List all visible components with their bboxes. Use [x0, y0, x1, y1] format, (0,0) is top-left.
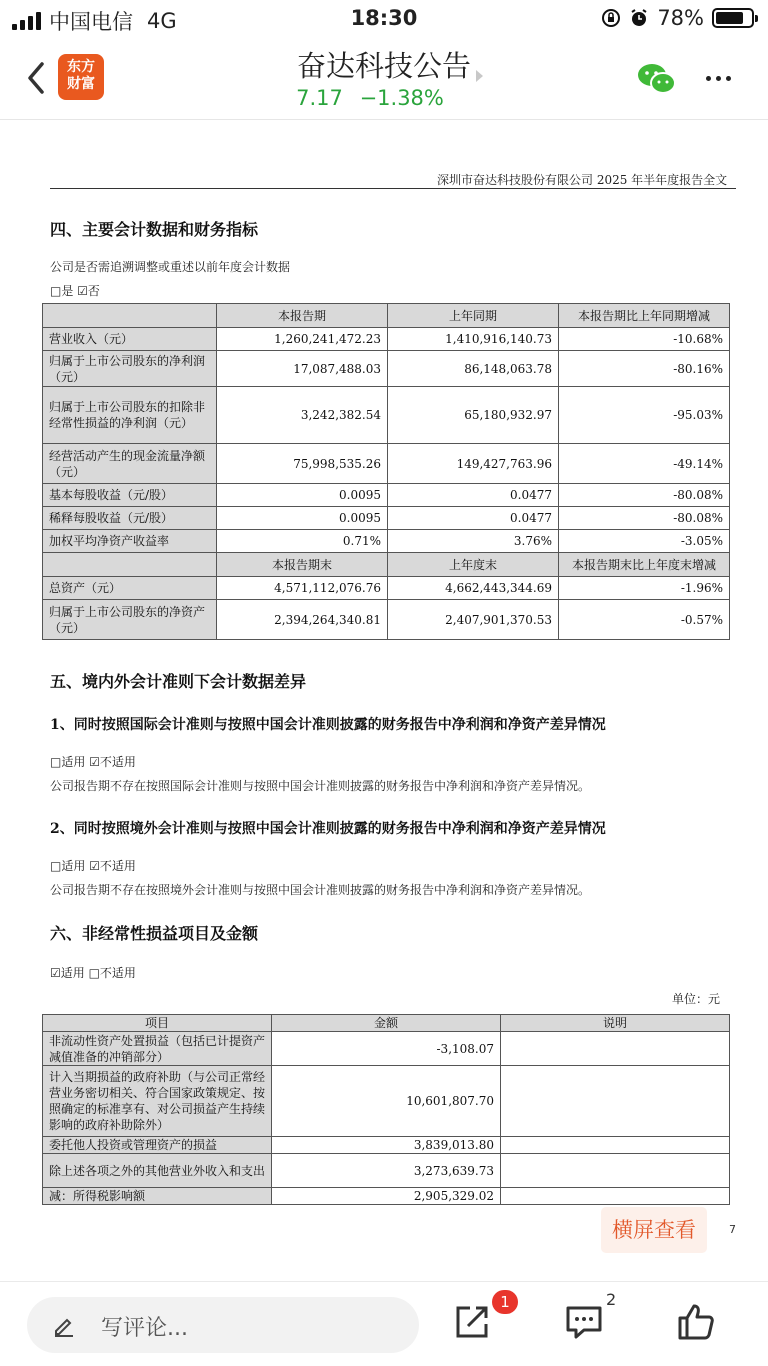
section-5-1-title: 1、同时按照国际会计准则与按照中国会计准则披露的财务报告中净利润和净资产差异情况	[50, 717, 606, 733]
value-cell	[501, 1188, 730, 1205]
header-cell: 本报告期	[217, 304, 388, 328]
wechat-share-icon[interactable]	[637, 62, 677, 96]
share-badge: 1	[492, 1290, 518, 1314]
table-header-row	[43, 304, 730, 328]
value-cell: 75,998,535.26	[217, 444, 388, 484]
table-row	[43, 577, 730, 600]
value-cell: 10,601,807.70	[272, 1066, 501, 1137]
row-label-cell: 基本每股收益（元/股）	[43, 484, 217, 507]
value-cell: 3,273,639.73	[272, 1154, 501, 1188]
value-cell: 3,839,013.80	[272, 1137, 501, 1154]
value-cell: -3.05%	[559, 530, 730, 553]
report-document	[0, 121, 768, 1281]
page-title: 奋达科技公告	[296, 49, 471, 83]
section-6-title: 六、非经常性损益项目及金额	[50, 924, 259, 943]
row-label-cell: 加权平均净资产收益率	[43, 530, 217, 553]
value-cell: 17,087,488.03	[217, 351, 388, 387]
network-type: 4G	[147, 9, 177, 33]
value-cell	[501, 1137, 730, 1154]
value-cell: 2,905,329.02	[272, 1188, 501, 1205]
value-cell: 0.0095	[217, 484, 388, 507]
row-label-cell: 减：所得税影响额	[43, 1188, 272, 1205]
table-row	[43, 351, 730, 387]
value-cell: -95.03%	[559, 387, 730, 444]
section-5-title: 五、境内外会计准则下会计数据差异	[50, 672, 307, 691]
financial-indicators-table	[42, 303, 730, 640]
header-rule	[50, 188, 736, 189]
row-label-cell: 归属于上市公司股东的扣除非经常性损益的净利润（元）	[43, 387, 217, 444]
stock-quote[interactable]	[0, 86, 740, 110]
battery-icon	[712, 8, 754, 28]
row-label-cell: 委托他人投资或管理资产的损益	[43, 1137, 272, 1154]
value-cell	[501, 1066, 730, 1137]
header-cell: 说明	[501, 1015, 730, 1032]
rotation-lock-icon	[601, 8, 621, 28]
value-cell: 3,242,382.54	[217, 387, 388, 444]
value-cell: -1.96%	[559, 577, 730, 600]
more-options-icon[interactable]	[706, 76, 731, 81]
like-icon[interactable]	[676, 1302, 716, 1342]
row-label-cell: 除上述各项之外的其他营业外收入和支出	[43, 1154, 272, 1188]
value-cell: -3,108.07	[272, 1032, 501, 1066]
table-header-row	[43, 553, 730, 577]
value-cell: 149,427,763.96	[388, 444, 559, 484]
value-cell: 2,394,264,340.81	[217, 600, 388, 640]
header-cell	[43, 304, 217, 328]
comment-input[interactable]	[27, 1297, 419, 1353]
table-row	[43, 1154, 730, 1188]
header-cell: 本报告期末比上年度末增减	[559, 553, 730, 577]
value-cell: 0.0477	[388, 484, 559, 507]
comments-icon[interactable]	[564, 1302, 604, 1342]
value-cell: -80.08%	[559, 507, 730, 530]
doc-header: 深圳市奋达科技股份有限公司 2025 年半年度报告全文	[437, 173, 728, 187]
section-4-title: 四、主要会计数据和财务指标	[50, 220, 259, 239]
logo-text-2: 财富	[67, 76, 95, 92]
value-cell: 65,180,932.97	[388, 387, 559, 444]
table-row	[43, 328, 730, 351]
header-cell	[43, 553, 217, 577]
table-row	[43, 600, 730, 640]
carrier: 中国电信	[49, 10, 133, 34]
table-row	[43, 530, 730, 553]
header-cell: 本报告期末	[217, 553, 388, 577]
value-cell: 86,148,063.78	[388, 351, 559, 387]
section-5-2-choice: □适用 ☑不适用	[50, 859, 136, 873]
section-6-choice: ☑适用 □不适用	[50, 966, 136, 980]
row-label-cell: 非流动性资产处置损益（包括已计提资产减值准备的冲销部分）	[43, 1032, 272, 1066]
page-number: 7	[729, 1223, 736, 1236]
section-5-2-title: 2、同时按照境外会计准则与按照中国会计准则披露的财务报告中净利润和净资产差异情况	[50, 821, 606, 837]
value-cell: -0.57%	[559, 600, 730, 640]
restatement-question: 公司是否需追溯调整或重述以前年度会计数据	[50, 260, 291, 274]
table-row	[43, 1066, 730, 1137]
row-label-cell: 营业收入（元）	[43, 328, 217, 351]
section-5-2-text: 公司报告期不存在按照境外会计准则与按照中国会计准则披露的财务报告中净利润和净资产差异情况。	[50, 883, 591, 897]
logo-text-1: 东方	[67, 59, 95, 75]
value-cell: 0.71%	[217, 530, 388, 553]
header-cell: 项目	[43, 1015, 272, 1032]
non-recurring-items-table	[42, 1014, 730, 1205]
value-cell: 0.0477	[388, 507, 559, 530]
table-row	[43, 1137, 730, 1154]
section-5-1-choice: □适用 ☑不适用	[50, 755, 136, 769]
table-row	[43, 484, 730, 507]
value-cell: 4,662,443,344.69	[388, 577, 559, 600]
row-label-cell: 计入当期损益的政府补助（与公司正常经营业务密切相关、符合国家政策规定、按照确定的标准享有、对公司损益产生持续影响的政府补助除外）	[43, 1066, 272, 1137]
row-label-cell: 总资产（元）	[43, 577, 217, 600]
stock-price: 7.17	[296, 86, 343, 110]
value-cell: 1,260,241,472.23	[217, 328, 388, 351]
clock: 18:30	[350, 6, 418, 30]
value-cell: 3.76%	[388, 530, 559, 553]
table-header-row	[43, 1015, 730, 1032]
stock-change: −1.38%	[359, 86, 444, 110]
alarm-icon	[629, 8, 649, 28]
battery-percent: 78%	[657, 6, 704, 30]
quote-arrow-icon[interactable]	[476, 70, 483, 82]
pen-icon	[51, 1312, 77, 1338]
value-cell: 2,407,901,370.53	[388, 600, 559, 640]
bottom-action-bar	[0, 1281, 768, 1366]
comment-placeholder: 写评论...	[101, 1316, 188, 1341]
status-bar	[0, 0, 768, 40]
row-label-cell: 稀释每股收益（元/股）	[43, 507, 217, 530]
value-cell: -80.08%	[559, 484, 730, 507]
table-row	[43, 1188, 730, 1205]
share-icon[interactable]	[452, 1302, 492, 1342]
table-row	[43, 507, 730, 530]
restatement-choice: □是 ☑否	[50, 284, 100, 298]
section-5-1-text: 公司报告期不存在按照国际会计准则与按照中国会计准则披露的财务报告中净利润和净资产差异情况。	[50, 779, 591, 793]
value-cell: -80.16%	[559, 351, 730, 387]
landscape-view-button[interactable]: 横屏查看	[601, 1207, 707, 1253]
header-cell: 上年同期	[388, 304, 559, 328]
row-label-cell: 归属于上市公司股东的净利润（元）	[43, 351, 217, 387]
nav-bar	[0, 40, 768, 120]
value-cell: 1,410,916,140.73	[388, 328, 559, 351]
value-cell: -10.68%	[559, 328, 730, 351]
table-row	[43, 1032, 730, 1066]
value-cell	[501, 1032, 730, 1066]
unit-label: 单位：元	[672, 992, 721, 1006]
comment-count: 2	[606, 1290, 617, 1309]
row-label-cell: 归属于上市公司股东的净资产（元）	[43, 600, 217, 640]
header-cell: 金额	[272, 1015, 501, 1032]
value-cell	[501, 1154, 730, 1188]
value-cell: 0.0095	[217, 507, 388, 530]
table-row	[43, 444, 730, 484]
row-label-cell: 经营活动产生的现金流量净额（元）	[43, 444, 217, 484]
value-cell: -49.14%	[559, 444, 730, 484]
value-cell: 4,571,112,076.76	[217, 577, 388, 600]
header-cell: 上年度末	[388, 553, 559, 577]
table-row	[43, 387, 730, 444]
header-cell: 本报告期比上年同期增减	[559, 304, 730, 328]
